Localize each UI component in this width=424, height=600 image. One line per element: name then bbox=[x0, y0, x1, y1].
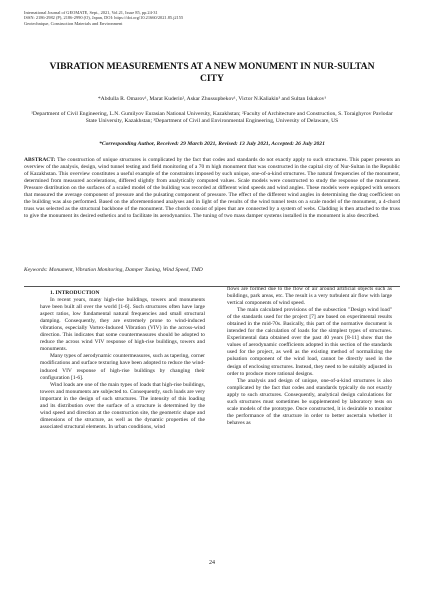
paper-title: VIBRATION MEASUREMENTS AT A NEW MONUMENT IN NUR-SULTAN CITY bbox=[49, 61, 375, 84]
paragraph: The analysis and design of unique, one-of-a-kind structures is also complicated by the fact that codes and standards typically do not exactly apply to such structures. Consequently, analytical design calculations for such structures must sometimes be supplemented by laboratory tests on scale models of the prototype. Once constructed, it is desirable to monitor the performance of the structure in order to better ascertain whether it behaves as bbox=[227, 377, 392, 426]
right-column bbox=[227, 286, 392, 427]
author-list: *Abdulla R. Omarov¹, Marat Kuderin², Askar Zhussupbekov¹, Victor N.Kaliakin³ and Sultan Iskakov¹ bbox=[97, 96, 327, 102]
keywords: Keywords: Monument, Vibration Monitoring, Damper Tuning, Wind Speed, TMD bbox=[24, 267, 203, 273]
journal-header-line: Geotechnique, Construction Materials and Environment bbox=[24, 20, 123, 26]
abstract bbox=[24, 157, 400, 220]
page-number: 24 bbox=[209, 560, 215, 566]
paragraph: Many types of aerodynamic countermeasures, such as tapering, corner modifications and surface texturing have been adopted to reduce the wind-induced VIV response of high-rise buildings by changing their configuration [1-6]. bbox=[40, 353, 205, 381]
journal-header-line: International Journal of GEOMATE, Sept., 2021, Vol.21, Issue 85, pp.24-31 bbox=[24, 10, 158, 15]
section-heading: 1. INTRODUCTION bbox=[50, 290, 100, 296]
paragraph: Wind loads are one of the main types of loads that high-rise buildings, towers and monuments are subjected to. Consequently, such loads are very important in the design of such structures. The intensity of this loading and its distribution over the surface of a structure is determined by the wind speed and direction at the construction site, the geometric shape and dimensions of the structure, as well as the dynamic properties of the associated structural elements. In urban conditions, wind bbox=[40, 381, 205, 430]
paragraph: The main calculated provisions of the subsection "Design wind load" of the standards used for the project [7] are based on experimental results obtained in the mid-70s. Basically, this part of the normative document is intended for the calculation of loads for the simplest types of structures. Experimental data obtained over the past 40 years [8-11] show that the values of aerodynamic coefficients adopted in this section of the standards used for the project, as well as the existing method of normalizing the pulsation component of the wind load, cannot be directly used in the design of enclosing structures. Instead, they need to be suitably adjusted in order to produce more rational designs. bbox=[227, 307, 392, 377]
abstract-text: The construction of unique structures is complicated by the fact that codes and standards do not exactly apply to such structures. This paper presents an overview of the analysis, design, wind tunnel testing and field monitoring of a 70 m high monument that was constructed in the capital city of Nur-Sultan in the Republic of Kazakhstan. This overview constitutes a useful example of the constraints imposed by such unique, one-of-a-kind structures. The natural frequencies of the monument, determined from measured accelerations, differed slightly from analytically computed values. Scale models were constructed to study the response of the monument. Pressure distribution on the surfaces of a scaled model of the building was recorded at different wind speeds and wind angles. These models were equipped with sensors that measured the average component of pressure and the pulsating component of pressure. The effect of the different wind angles in determining the drag coefficient on the building was also performed. Based on the aforementioned analyses and in light of the results of the wind tunnel tests on a scale model of the monument, a 4-chord truss was selected as the structural backbone of the monument. The chords consist of pipes that are connected by a system of webs. Cladding is then attached to the truss to give the monument its desired esthetics and to facilitate its aerodynamics. The tuning of two mass damper systems installed in the monument is also described. bbox=[24, 157, 400, 220]
left-column bbox=[40, 290, 205, 431]
paragraph: In recent years, many high-rise buildings, towers and monuments have been built all over the world [1-6]. Such structures often have large aspect ratios, low fundamental natural frequencies and small structural damping. Consequently, they are extremely prone to wind-induced vibrations, especially Vortex-Induced Vibration (VIV) in the across-wind direction. This indicates that some countermeasures should be adopted to reduce the across wind VIV response of high-rise buildings, towers and monuments. bbox=[40, 297, 205, 353]
submission-dates: *Corresponding Author, Received: 29 March 2021, Revised: 13 July 2021, Accepted: 26 July 2021 bbox=[99, 141, 325, 147]
abstract-label: ABSTRACT: bbox=[24, 157, 56, 163]
journal-header bbox=[24, 10, 384, 26]
journal-header-line: ISSN: 2186-2982 (P), 2186-2990 (O), Japan, DOI: https://doi.org/10.21660/2021.85.j2155 bbox=[24, 15, 184, 21]
paragraph: flows are formed due to the flow of air around artificial objects such as buildings, park areas, etc. The result is a very turbulent air flow with large vertical components of wind speed. bbox=[227, 286, 392, 307]
affiliations: ¹Department of Civil Engineering, L.N. Gumilyov Eurasian National University, Kazakhstan; ²Faculty of Architecture and Construction, S. Toraighyrov Pavlodar State University, Kazakhstan; ³Department of Civil and Environmental Engineering, University of Delaware, US bbox=[31, 111, 393, 124]
